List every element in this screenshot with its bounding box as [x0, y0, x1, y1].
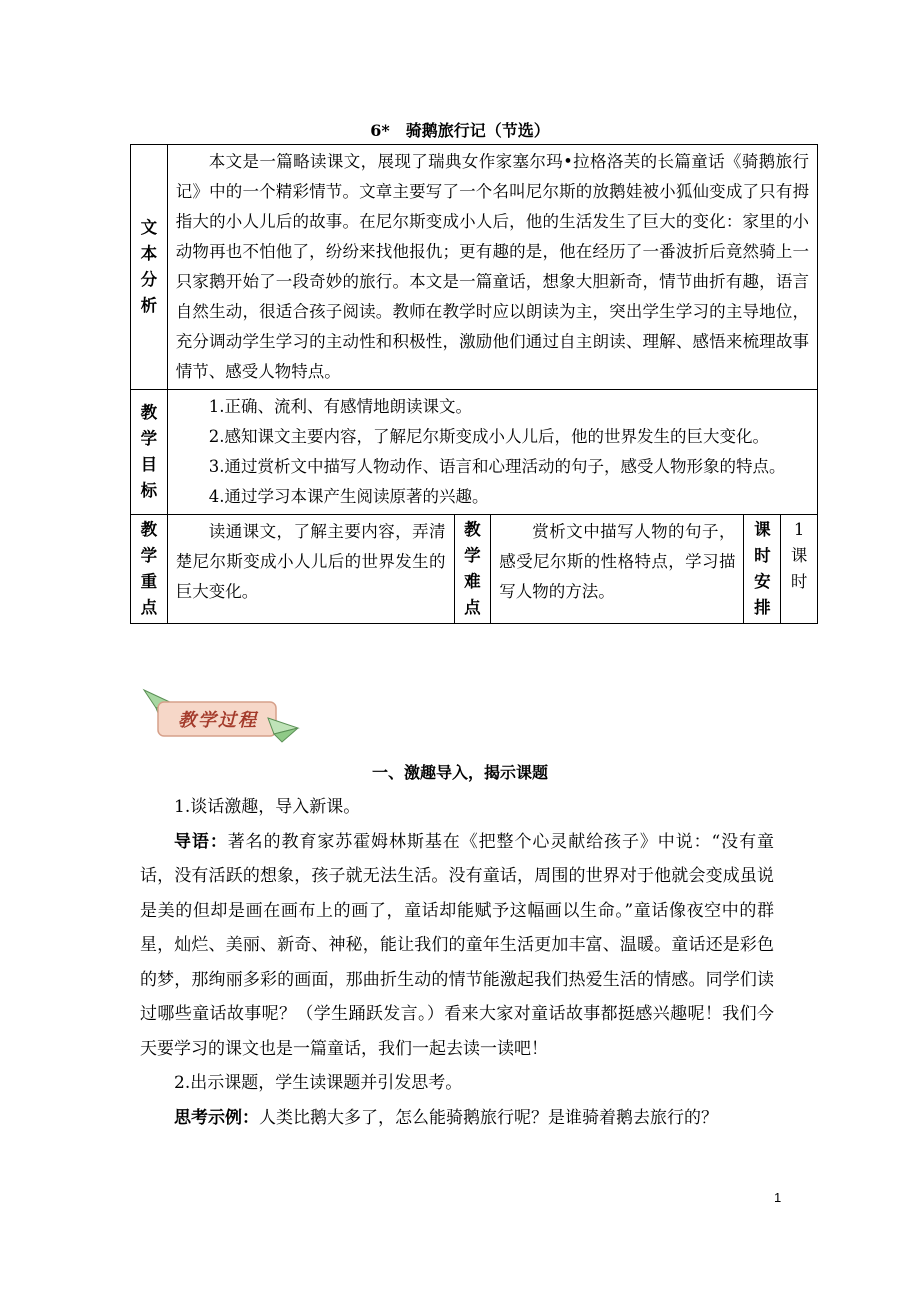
- goals-content: [167, 390, 817, 515]
- difficulties-content: [491, 515, 744, 624]
- key-points-label: 教 学 重 点: [131, 515, 168, 624]
- schedule-value: 1 课 时: [781, 515, 818, 624]
- key-points-content: [167, 515, 454, 624]
- goals-label: 教 学 目 标: [131, 390, 168, 515]
- page-title: 6* 骑鹅旅行记（节选）: [370, 121, 550, 140]
- analysis-row: [131, 145, 818, 390]
- lesson-plan-table: [130, 144, 818, 624]
- teaching-process-banner: [140, 688, 300, 744]
- analysis-text: 本文是一篇略读课文，展现了瑞典女作家塞尔玛•拉格洛芙的长篇童话《骑鹅旅行记》中的一个精彩情节。文章主要写了一个名叫尼尔斯的放鹅娃被小狐仙变成了只有拇指大的小人儿后的故事。在尼尔斯变成小人后，他的生活发生了巨大的变化：家里的小动物再也不怕他了，纷纷来找他报仇；更有趣的是，他在经历了一番波折后竟然骑上一只家鹅开始了一段奇妙的旅行。本文是一篇童话，想象大胆新奇，情节曲折有趣，语言自然生动，很适合孩子阅读。教师在教学时应以朗读为主，突出学生学习的主导地位，充分调动学生学习的主动性和积极性，激励他们通过自主朗读、理解、感悟来梳理故事情节、感受人物特点。: [175, 152, 809, 381]
- intro-label: 导语：: [174, 831, 228, 852]
- intro-text: 著名的教育家苏霍姆林斯基在《把整个心灵献给孩子》中说：“没有童话，没有活跃的想象，孩子就无法生活。没有童话，周围的世界对于他就会变成虽说是美的但却是画在画布上的画了，童话却能赋予这幅画以生命。”童话像夜空中的群星，灿烂、美丽、新奇、神秘，能让我们的童年生活更加丰富、温暖。童话还是彩色的梦，那绚丽多彩的画面，那曲折生动的情节能激起我们热爱生活的情感。同学们读过哪些童话故事呢？（学生踊跃发言。）看来大家对童话故事都挺感兴趣呢！我们今天要学习的课文也是一篇童话，我们一起去读一读吧！: [140, 831, 774, 1059]
- step-2: 2.出示课题，学生读课题并引发思考。: [174, 1073, 463, 1093]
- schedule-label: 课 时 安 排: [744, 515, 781, 624]
- thinking-text: 人类比鹅大多了，怎么能骑鹅旅行呢？是谁骑着鹅去旅行的？: [259, 1107, 718, 1128]
- analysis-content: [167, 145, 817, 390]
- page-number: 1: [774, 1190, 782, 1205]
- difficulties-text: 赏析文中描写人物的句子，感受尼尔斯的性格特点，学习描写人物的方法。: [499, 522, 736, 601]
- body-text: [140, 790, 774, 1135]
- goal-item: 2.感知课文主要内容，了解尼尔斯变成小人儿后，他的世界发生的巨大变化。: [208, 427, 770, 446]
- goal-item: 1.正确、流利、有感情地朗读课文。: [208, 397, 473, 416]
- section-title: 一、激趣导入，揭示课题: [371, 763, 548, 782]
- goal-item: 3.通过赏析文中描写人物动作、语言和心理活动的句子，感受人物形象的特点。: [208, 457, 786, 476]
- thinking-label: 思考示例：: [174, 1107, 259, 1128]
- analysis-label: 文 本 分 析: [131, 145, 168, 390]
- key-difficulty-row: [131, 515, 818, 624]
- intro-paragraph: [140, 825, 774, 1067]
- goal-item: 4.通过学习本课产生阅读原著的兴趣。: [208, 487, 489, 506]
- step-1: 1.谈话激趣，导入新课。: [174, 797, 361, 817]
- goals-row: [131, 390, 818, 515]
- difficulties-label: 教 学 难 点: [454, 515, 491, 624]
- thinking-example: [140, 1101, 774, 1136]
- banner-label: 教学过程: [178, 710, 258, 731]
- key-points-text: 读通课文，了解主要内容，弄清楚尼尔斯变成小人儿后的世界发生的巨大变化。: [175, 522, 446, 601]
